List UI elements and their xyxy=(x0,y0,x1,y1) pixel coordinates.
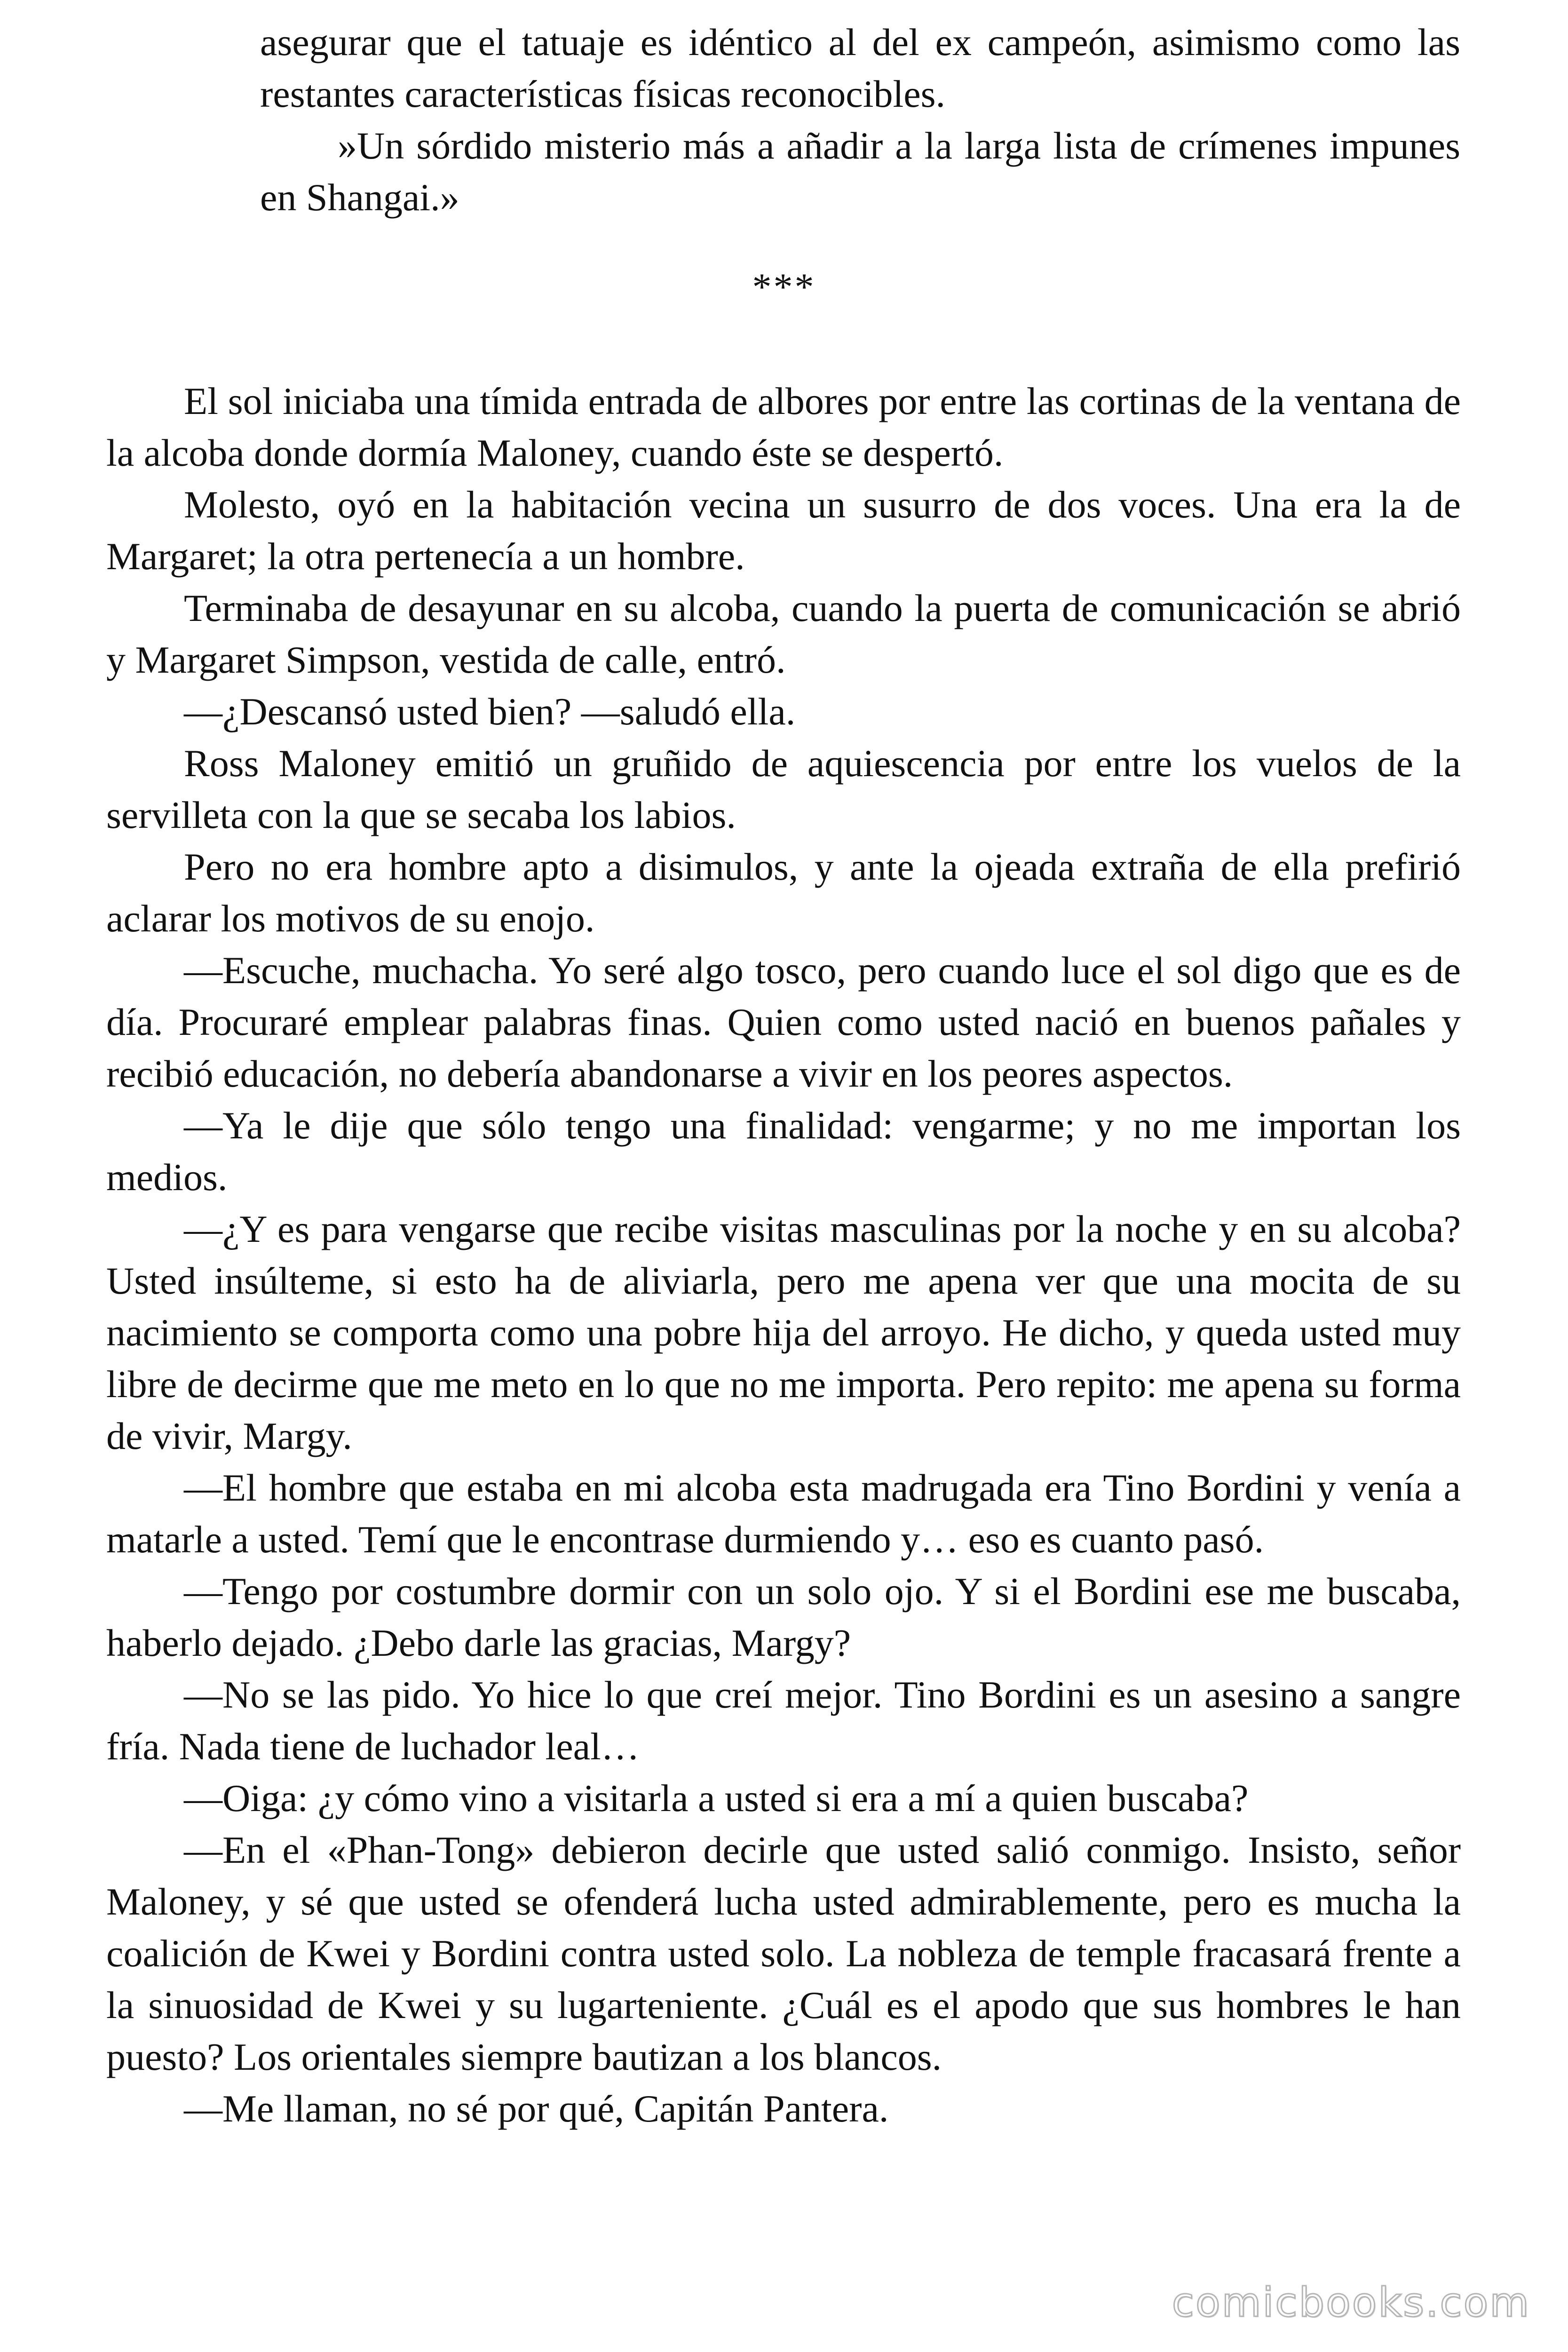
watermark: comicbooks.com xyxy=(1172,2279,1530,2326)
paragraph: Molesto, oyó en la habitación vecina un susurro de dos voces. Una era la de Margaret; la otra pertenecía a un hombre. xyxy=(106,483,1461,578)
body-text xyxy=(106,375,1461,2135)
section-separator: *** xyxy=(752,265,816,308)
dialogue-paragraph: —El hombre que estaba en mi alcoba esta madrugada era Tino Bordini y venía a matarle a usted. Temí que le encontrase durmiendo y… eso es cuanto pasó. xyxy=(106,1466,1461,1561)
paragraph: Pero no era hombre apto a disimulos, y ante la ojeada extraña de ella prefirió aclarar los motivos de su enojo. xyxy=(106,845,1461,940)
paragraph: El sol iniciaba una tímida entrada de albores por entre las cortinas de la ventana de la alcoba donde dormía Maloney, cuando éste se despertó. xyxy=(106,380,1461,474)
quote-paragraph: »Un sórdido misterio más a añadir a la larga lista de crímenes impunes en Shangai.» xyxy=(260,124,1460,219)
paragraph: Ross Maloney emitió un gruñido de aquiescencia por entre los vuelos de la servilleta con la que se secaba los labios. xyxy=(106,742,1461,836)
dialogue-paragraph: —Me llaman, no sé por qué, Capitán Pantera. xyxy=(184,2087,889,2130)
dialogue-paragraph: —En el «Phan-Tong» debieron decirle que usted salió conmigo. Insisto, señor Maloney, y sé que usted se ofenderá lucha usted admirablemente, pero es mucha la coalición de Kwei y Bordini contra usted solo. La nobleza de temple fracasará frente a la sinuosidad de Kwei y su lugarteniente. ¿Cuál es el apodo que sus hombres le han puesto? Los orientales siempre bautizan a los blancos. xyxy=(106,1828,1461,2078)
paragraph: Terminaba de desayunar en su alcoba, cuando la puerta de comunicación se abrió y Margaret Simpson, vestida de calle, entró. xyxy=(106,587,1461,681)
dialogue-paragraph: —Ya le dije que sólo tengo una finalidad: vengarme; y no me importan los medios. xyxy=(106,1104,1461,1199)
dialogue-paragraph: —¿Y es para vengarse que recibe visitas masculinas por la noche y en su alcoba? Usted insúlteme, si esto ha de aliviarla, pero me apena ver que una mocita de su nacimiento se comporta como una pobre hija del arroyo. He dicho, y queda usted muy libre de decirme que me meto en lo que no me importa. Pero repito: me apena su forma de vivir, Margy. xyxy=(106,1208,1461,1457)
dialogue-paragraph: —Tengo por costumbre dormir con un solo ojo. Y si el Bordini ese me buscaba, haberlo dejado. ¿Debo darle las gracias, Margy? xyxy=(106,1570,1461,1664)
quote-paragraph: asegurar que el tatuaje es idéntico al del ex campeón, asimismo como las restantes características físicas reconocibles. xyxy=(260,21,1460,115)
quoted-passage xyxy=(260,16,1460,223)
dialogue-paragraph: —No se las pido. Yo hice lo que creí mejor. Tino Bordini es un asesino a sangre fría. Nada tiene de luchador leal… xyxy=(106,1673,1461,1768)
dialogue-paragraph: —¿Descansó usted bien? —saludó ella. xyxy=(184,690,796,733)
dialogue-paragraph: —Escuche, muchacha. Yo seré algo tosco, pero cuando luce el sol digo que es de día. Procuraré emplear palabras finas. Quien como usted nació en buenos pañales y recibió educación, no debería abandonarse a vivir en los peores aspectos. xyxy=(106,949,1461,1095)
dialogue-paragraph: —Oiga: ¿y cómo vino a visitarla a usted si era a mí a quien buscaba? xyxy=(184,1777,1249,1820)
